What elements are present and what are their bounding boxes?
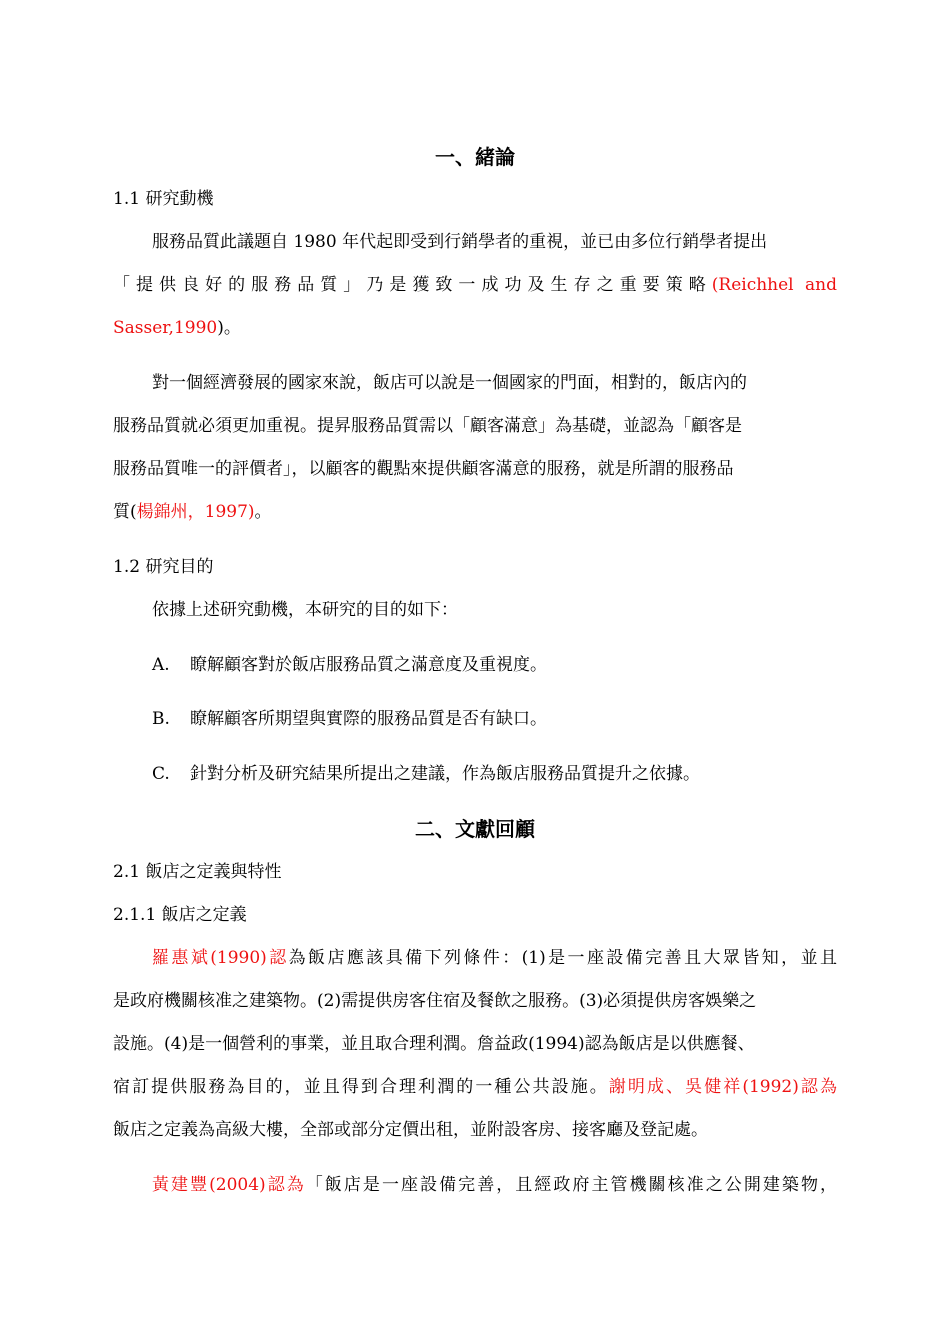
citation: 謝明成、吳健祥(1992)認為	[608, 1077, 838, 1097]
paragraph-line: 設施。(4)是一個營利的事業，並且取合理利潤。詹益政(1994)認為飯店是以供應餐、	[113, 1034, 755, 1054]
section-title-introduction: 一、緒論	[435, 145, 515, 169]
citation: 羅惠斌(1990)認	[152, 948, 289, 968]
paragraph-text: )。	[217, 318, 241, 338]
paragraph-line: 是政府機關核准之建築物。(2)需提供房客住宿及餐飲之服務。(3)必須提供房客娛樂之	[113, 991, 757, 1011]
heading-hotel-definition-characteristics: 2.1 飯店之定義與特性	[113, 862, 282, 882]
paragraph-text: 宿訂提供服務為目的，並且得到合理利潤的一種公共設施。	[113, 1077, 609, 1097]
section-title-literature-review: 二、文獻回顧	[415, 817, 535, 841]
paragraph-line	[113, 316, 837, 340]
paragraph-line: 服務品質就必須更加重視。提昇服務品質需以「顧客滿意」為基礎，並認為「顧客是	[113, 416, 742, 436]
paragraph-line: 對一個經濟發展的國家來說，飯店可以說是一個國家的門面，相對的，飯店內的	[152, 373, 747, 393]
heading-research-purpose: 1.2 研究目的	[113, 557, 214, 577]
citation: (Reichhel and	[711, 275, 838, 295]
heading-hotel-definition: 2.1.1 飯店之定義	[113, 905, 247, 925]
list-item-text: 瞭解顧客對於飯店服務品質之滿意度及重視度。	[190, 655, 547, 675]
paragraph-text: 質(	[113, 502, 137, 522]
paragraph-line: 飯店之定義為高級大樓，全部或部分定價出租，並附設客房、接客廳及登記處。	[113, 1120, 708, 1140]
paragraph-line	[113, 1075, 837, 1099]
paragraph-line	[152, 946, 837, 970]
paragraph-line	[113, 500, 837, 524]
list-item-label: C.	[152, 764, 170, 784]
list-item-label: B.	[152, 709, 170, 729]
list-item-label: A.	[152, 655, 170, 675]
paragraph-text: 「飯店是一座設備完善，且經政府主管機關核准之公開建築物，	[305, 1175, 837, 1195]
paragraph-line	[152, 1173, 837, 1197]
citation: 楊錦州，1997)	[136, 502, 255, 522]
heading-research-motivation: 1.1 研究動機	[113, 189, 214, 209]
citation: 黃建豐(2004)認為	[152, 1175, 306, 1195]
paragraph-line: 服務品質唯一的評價者」，以顧客的觀點來提供顧客滿意的服務，就是所謂的服務品	[113, 459, 734, 479]
citation: Sasser,1990	[113, 318, 218, 338]
paragraph-text: 。	[254, 502, 272, 522]
paragraph-text: 為飯店應該具備下列條件：(1)是一座設備完善且大眾皆知，並且	[288, 948, 837, 968]
paragraph-line	[113, 273, 837, 297]
paragraph-text: 「提供良好的服務品質」乃是獲致一成功及生存之重要策略	[113, 275, 712, 295]
paragraph-line: 服務品質此議題自 1980 年代起即受到行銷學者的重視，並已由多位行銷學者提出	[152, 232, 768, 252]
list-item-text: 瞭解顧客所期望與實際的服務品質是否有缺口。	[190, 709, 547, 729]
list-item-text: 針對分析及研究結果所提出之建議，作為飯店服務品質提升之依據。	[190, 764, 700, 784]
paragraph-line: 依據上述研究動機，本研究的目的如下：	[152, 600, 458, 620]
